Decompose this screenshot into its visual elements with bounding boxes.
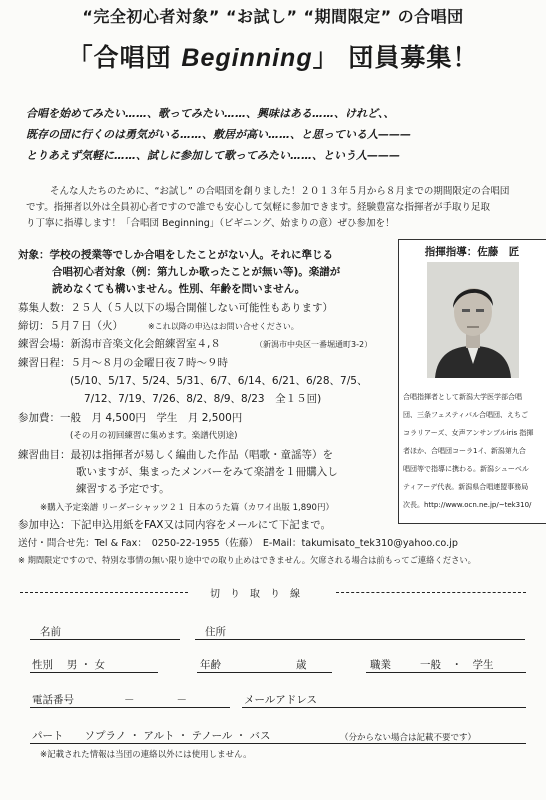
- form-part[interactable]: パート ソプラノ ・ アルト ・ テノール ・ バス: [32, 730, 271, 742]
- cut-line-right: [336, 592, 526, 593]
- form-phone-dashes: － －: [124, 694, 187, 706]
- intro-line-3: とりあえず気軽に……、試しに参加して歌ってみたい……、という人———: [26, 149, 400, 162]
- paragraph-line-2: です。指揮者以外は全員初心者ですので誰でも安心して気軽に参加できます。経験豊富な指揮者が手取り足取: [26, 202, 490, 213]
- bio-line-5: 唱団等で指導に携わる。新潟シューベル: [403, 465, 529, 473]
- schedule: 練習日程：５月～８月の金曜日夜７時～９時: [18, 357, 228, 369]
- contact-info: 送付・問合せ先：Tel & Fax： 0250-22-1955（佐藤） E-Mail：takumisato_tek310@yahoo.co.jp: [18, 538, 458, 549]
- cut-line-label: 切 り 取 り 線: [210, 589, 300, 600]
- conductor-title: 指揮指導：佐藤 匠: [424, 246, 520, 258]
- title-prefix: 「合唱団: [67, 43, 182, 72]
- venue-note: （新潟市中央区一番堀通町3-2）: [255, 340, 373, 349]
- intro-line-1: 合唱を始めてみたい……、歌ってみたい……、興味はある……、けれど、、: [26, 107, 395, 120]
- form-email-label: メールアドレス: [244, 694, 317, 706]
- bio-line-7: 次長。http://www.ocn.ne.jp/~tek310/: [403, 501, 532, 509]
- form-age-line[interactable]: [197, 672, 332, 673]
- form-name-label: 名前: [40, 626, 61, 638]
- paragraph-line-1: そんな人たちのために、“お試し” の合唱団を創りました！２０１３年５月から８月までの期間限定の合唱団: [50, 186, 510, 197]
- title-english: Beginning: [181, 44, 313, 72]
- schedule-dates-1: (5/10、5/17、5/24、5/31、6/7、6/14、6/21、6/28、7/5、: [70, 375, 368, 387]
- capacity: 募集人数：２５人（５人以下の場合開催しない可能性もあります）: [18, 302, 333, 314]
- songs-line-3: 練習する予定です。: [76, 483, 170, 495]
- book-note: ※購入予定楽譜 リーダーシャッツ２１ 日本のうた篇（カワイ出版 1,890円）: [40, 503, 334, 513]
- bio-line-4: 者ほか、合唱団コーラ1イ、新潟第九合: [403, 447, 526, 455]
- form-part-line: [30, 743, 526, 744]
- form-job-label: 職業: [370, 659, 391, 671]
- form-job-options[interactable]: 一般 ・ 学生: [420, 659, 494, 671]
- form-part-note: （分からない場合は記載不要です）: [340, 733, 477, 743]
- fee-note: (その月の初回練習に集めます。楽譜代別途): [70, 431, 238, 441]
- form-age-label: 年齢: [200, 659, 221, 671]
- target-line-3: 読めなくても構いません。性別、年齢を問いません。: [52, 283, 306, 295]
- form-email-line[interactable]: [242, 707, 526, 708]
- deadline-note: ※これ以降の申込はお問い合せください。: [148, 322, 299, 331]
- notice: ※ 期間限定ですので、特別な事情の無い限り途中での取り止めはできません。欠席される場合は前もってご連絡ください。: [18, 555, 476, 565]
- page-title: [0, 38, 546, 74]
- bio-line-2: 団、三条フェスティバル合唱団、えちご: [403, 411, 528, 419]
- target-line-2: 合唱初心者対象（例：第九しか歌ったことが無い等)。楽譜が: [52, 266, 341, 278]
- form-phone-line[interactable]: [30, 707, 230, 708]
- venue: 練習会場：新潟市音楽文化会館練習室４,８: [18, 338, 221, 350]
- header-subtitle: “完全初心者対象” “お試し” “期間限定” の合唱団: [82, 7, 464, 26]
- form-name-line[interactable]: [30, 639, 180, 640]
- form-address-label: 住所: [205, 626, 226, 638]
- form-gender-line: [30, 672, 158, 673]
- songs-line-2: 歌いますが、集まったメンバーをみて楽譜を１冊購入し: [76, 466, 338, 478]
- cut-line-left: [20, 592, 188, 593]
- target-line-1: 対象：学校の授業等でしか合唱をしたことがない人。それに準じる: [18, 249, 333, 261]
- form-gender[interactable]: 性別 男 ・ 女: [32, 659, 106, 671]
- privacy-note: ※記載された情報は当団の連絡以外には使用しません。: [40, 750, 252, 760]
- bio-line-3: コラリアーズ、女声アンサンブルiris 指揮: [403, 429, 534, 437]
- bio-line-1: 合唱指揮者として新潟大学医学部合唱: [403, 393, 522, 401]
- bio-line-6: ティアーデ代表。新潟県合唱連盟事務局: [403, 483, 529, 491]
- form-age-unit: 歳: [296, 659, 307, 671]
- form-job-line: [366, 672, 526, 673]
- songs-line-1: 練習曲目：最初は指揮者が易しく編曲した作品（唱歌・童謡等）を: [18, 449, 333, 461]
- title-suffix: 」 団員募集！: [312, 43, 479, 72]
- paragraph-line-3: り丁寧に指導します！「合唱団 Beginning」（ビギニング、始まりの意）ぜひ参加を！: [26, 218, 395, 229]
- deadline: 締切：５月７日（火）: [18, 320, 123, 332]
- form-address-line[interactable]: [195, 639, 525, 640]
- schedule-dates-2: 7/12、7/19、7/26、8/2、8/9、8/23 全１５回): [84, 393, 322, 405]
- intro-line-2: 既存の団に行くのは勇気がいる……、敷居が高い……、と思っている人———: [26, 128, 411, 141]
- form-phone-label: 電話番号: [32, 694, 74, 706]
- fee: 参加費：一般 月 4,500円 学生 月 2,500円: [18, 412, 243, 424]
- apply-instructions: 参加申込：下記申込用紙をFAX又は同内容をメールにて下記まで。: [18, 519, 332, 531]
- conductor-photo: [427, 262, 519, 378]
